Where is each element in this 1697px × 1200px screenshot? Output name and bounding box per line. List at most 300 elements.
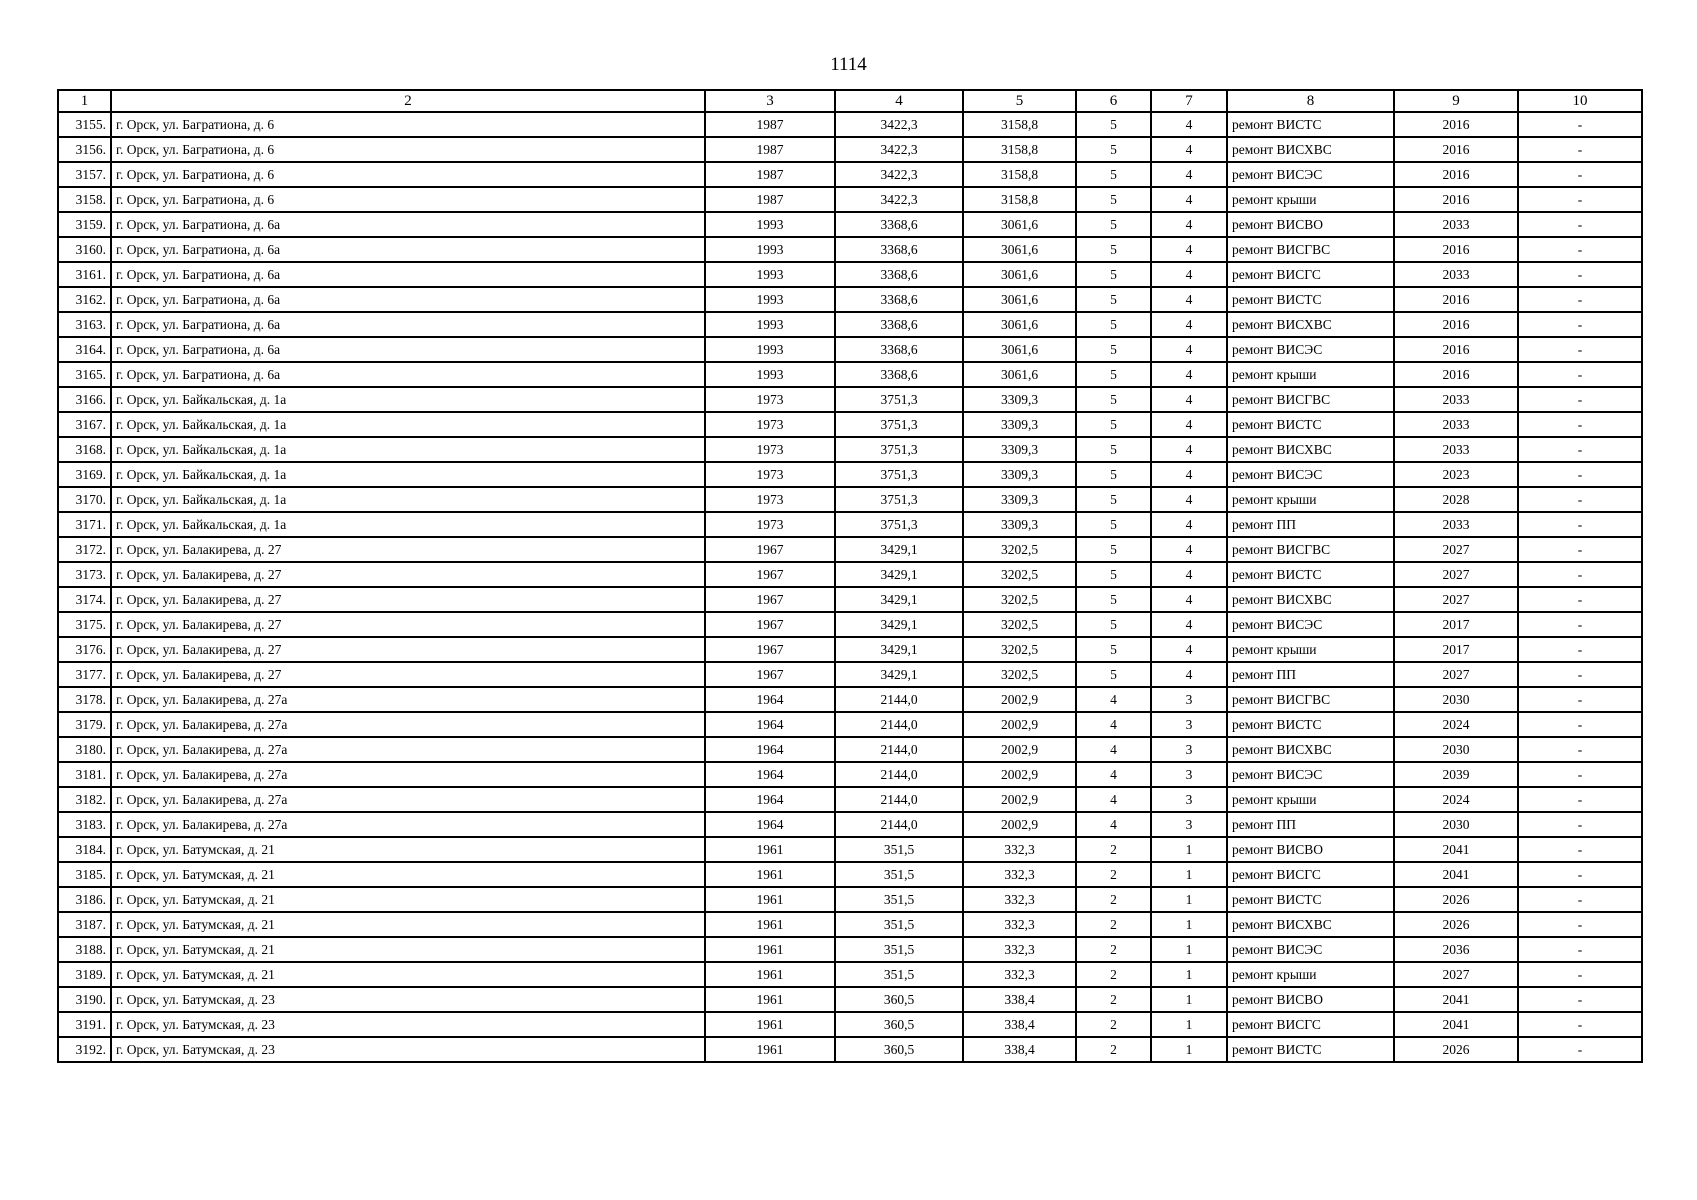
- year-cell: 1973: [705, 412, 835, 437]
- total-area-cell: 2144,0: [835, 812, 963, 837]
- year-cell: 1961: [705, 837, 835, 862]
- work-type-cell: ремонт ВИСХВС: [1227, 312, 1394, 337]
- plan-year-cell: 2030: [1394, 737, 1518, 762]
- table-row: [58, 237, 1642, 262]
- note-cell: -: [1518, 537, 1642, 562]
- living-area-cell: 3061,6: [963, 287, 1076, 312]
- floors-cell: 4: [1076, 687, 1151, 712]
- row-number-cell: 3167.: [58, 412, 111, 437]
- plan-year-cell: 2027: [1394, 662, 1518, 687]
- note-cell: -: [1518, 187, 1642, 212]
- row-number-cell: 3176.: [58, 637, 111, 662]
- floors-cell: 4: [1076, 762, 1151, 787]
- address-cell: г. Орск, ул. Батумская, д. 21: [111, 862, 705, 887]
- total-area-cell: 351,5: [835, 912, 963, 937]
- year-cell: 1987: [705, 187, 835, 212]
- table-row: [58, 937, 1642, 962]
- note-cell: -: [1518, 362, 1642, 387]
- entrances-cell: 4: [1151, 637, 1227, 662]
- table-row: [58, 962, 1642, 987]
- row-number-cell: 3191.: [58, 1012, 111, 1037]
- total-area-cell: 3422,3: [835, 162, 963, 187]
- table-row: [58, 287, 1642, 312]
- entrances-cell: 4: [1151, 387, 1227, 412]
- plan-year-cell: 2041: [1394, 837, 1518, 862]
- total-area-cell: 3368,6: [835, 362, 963, 387]
- floors-cell: 5: [1076, 312, 1151, 337]
- note-cell: -: [1518, 762, 1642, 787]
- table-row: [58, 587, 1642, 612]
- year-cell: 1964: [705, 762, 835, 787]
- table-row: [58, 762, 1642, 787]
- row-number-cell: 3168.: [58, 437, 111, 462]
- floors-cell: 4: [1076, 712, 1151, 737]
- note-cell: -: [1518, 912, 1642, 937]
- note-cell: -: [1518, 212, 1642, 237]
- address-cell: г. Орск, ул. Багратиона, д. 6а: [111, 212, 705, 237]
- floors-cell: 4: [1076, 737, 1151, 762]
- work-type-cell: ремонт ВИСЭС: [1227, 462, 1394, 487]
- entrances-cell: 4: [1151, 237, 1227, 262]
- total-area-cell: 3751,3: [835, 487, 963, 512]
- row-number-cell: 3170.: [58, 487, 111, 512]
- table-row: [58, 712, 1642, 737]
- address-cell: г. Орск, ул. Балакирева, д. 27: [111, 637, 705, 662]
- table-row: [58, 137, 1642, 162]
- total-area-cell: 2144,0: [835, 787, 963, 812]
- note-cell: -: [1518, 512, 1642, 537]
- entrances-cell: 4: [1151, 412, 1227, 437]
- work-type-cell: ремонт ПП: [1227, 662, 1394, 687]
- address-cell: г. Орск, ул. Батумская, д. 23: [111, 1037, 705, 1062]
- address-cell: г. Орск, ул. Багратиона, д. 6а: [111, 237, 705, 262]
- plan-year-cell: 2041: [1394, 862, 1518, 887]
- column-header: 6: [1076, 90, 1151, 112]
- living-area-cell: 332,3: [963, 912, 1076, 937]
- year-cell: 1993: [705, 287, 835, 312]
- note-cell: -: [1518, 287, 1642, 312]
- table-row: [58, 362, 1642, 387]
- note-cell: -: [1518, 737, 1642, 762]
- column-header: 2: [111, 90, 705, 112]
- plan-year-cell: 2026: [1394, 1037, 1518, 1062]
- plan-year-cell: 2024: [1394, 712, 1518, 737]
- row-number-cell: 3158.: [58, 187, 111, 212]
- column-header: 8: [1227, 90, 1394, 112]
- address-cell: г. Орск, ул. Байкальская, д. 1а: [111, 462, 705, 487]
- note-cell: -: [1518, 787, 1642, 812]
- total-area-cell: 360,5: [835, 1037, 963, 1062]
- entrances-cell: 1: [1151, 862, 1227, 887]
- year-cell: 1973: [705, 437, 835, 462]
- address-cell: г. Орск, ул. Багратиона, д. 6: [111, 162, 705, 187]
- plan-year-cell: 2027: [1394, 562, 1518, 587]
- year-cell: 1967: [705, 612, 835, 637]
- living-area-cell: 332,3: [963, 837, 1076, 862]
- work-type-cell: ремонт ВИСХВС: [1227, 912, 1394, 937]
- table-row: [58, 562, 1642, 587]
- note-cell: -: [1518, 987, 1642, 1012]
- note-cell: -: [1518, 412, 1642, 437]
- floors-cell: 2: [1076, 912, 1151, 937]
- work-type-cell: ремонт ВИСГВС: [1227, 537, 1394, 562]
- living-area-cell: 3202,5: [963, 537, 1076, 562]
- address-cell: г. Орск, ул. Батумская, д. 23: [111, 987, 705, 1012]
- floors-cell: 2: [1076, 937, 1151, 962]
- plan-year-cell: 2033: [1394, 387, 1518, 412]
- note-cell: -: [1518, 387, 1642, 412]
- entrances-cell: 3: [1151, 687, 1227, 712]
- year-cell: 1987: [705, 137, 835, 162]
- column-header: 3: [705, 90, 835, 112]
- living-area-cell: 332,3: [963, 862, 1076, 887]
- living-area-cell: 338,4: [963, 1037, 1076, 1062]
- work-type-cell: ремонт ВИСЭС: [1227, 337, 1394, 362]
- address-cell: г. Орск, ул. Батумская, д. 21: [111, 912, 705, 937]
- total-area-cell: 3429,1: [835, 537, 963, 562]
- floors-cell: 2: [1076, 862, 1151, 887]
- entrances-cell: 4: [1151, 612, 1227, 637]
- plan-year-cell: 2030: [1394, 812, 1518, 837]
- plan-year-cell: 2026: [1394, 887, 1518, 912]
- work-type-cell: ремонт крыши: [1227, 487, 1394, 512]
- row-number-cell: 3185.: [58, 862, 111, 887]
- living-area-cell: 3202,5: [963, 587, 1076, 612]
- entrances-cell: 1: [1151, 912, 1227, 937]
- floors-cell: 5: [1076, 587, 1151, 612]
- living-area-cell: 3309,3: [963, 412, 1076, 437]
- table-row: [58, 512, 1642, 537]
- year-cell: 1987: [705, 162, 835, 187]
- work-type-cell: ремонт ВИСТС: [1227, 887, 1394, 912]
- row-number-cell: 3171.: [58, 512, 111, 537]
- year-cell: 1961: [705, 1037, 835, 1062]
- entrances-cell: 4: [1151, 487, 1227, 512]
- plan-year-cell: 2033: [1394, 212, 1518, 237]
- plan-year-cell: 2033: [1394, 512, 1518, 537]
- note-cell: -: [1518, 1012, 1642, 1037]
- year-cell: 1973: [705, 512, 835, 537]
- total-area-cell: 3422,3: [835, 137, 963, 162]
- floors-cell: 5: [1076, 487, 1151, 512]
- address-cell: г. Орск, ул. Байкальская, д. 1а: [111, 437, 705, 462]
- floors-cell: 2: [1076, 837, 1151, 862]
- plan-year-cell: 2016: [1394, 362, 1518, 387]
- living-area-cell: 3158,8: [963, 137, 1076, 162]
- note-cell: -: [1518, 937, 1642, 962]
- address-cell: г. Орск, ул. Байкальская, д. 1а: [111, 412, 705, 437]
- plan-year-cell: 2027: [1394, 587, 1518, 612]
- total-area-cell: 3368,6: [835, 262, 963, 287]
- work-type-cell: ремонт ВИСГС: [1227, 262, 1394, 287]
- work-type-cell: ремонт ВИСЭС: [1227, 162, 1394, 187]
- work-type-cell: ремонт ВИСВО: [1227, 212, 1394, 237]
- living-area-cell: 2002,9: [963, 812, 1076, 837]
- plan-year-cell: 2033: [1394, 262, 1518, 287]
- table-row: [58, 837, 1642, 862]
- note-cell: -: [1518, 262, 1642, 287]
- note-cell: -: [1518, 812, 1642, 837]
- floors-cell: 5: [1076, 612, 1151, 637]
- table-body: [58, 112, 1642, 1062]
- work-type-cell: ремонт ВИСТС: [1227, 412, 1394, 437]
- floors-cell: 5: [1076, 262, 1151, 287]
- year-cell: 1987: [705, 112, 835, 137]
- address-cell: г. Орск, ул. Балакирева, д. 27а: [111, 787, 705, 812]
- plan-year-cell: 2041: [1394, 1012, 1518, 1037]
- table-row: [58, 187, 1642, 212]
- total-area-cell: 351,5: [835, 962, 963, 987]
- table-row: [58, 737, 1642, 762]
- row-number-cell: 3164.: [58, 337, 111, 362]
- total-area-cell: 3429,1: [835, 637, 963, 662]
- address-cell: г. Орск, ул. Багратиона, д. 6а: [111, 337, 705, 362]
- row-number-cell: 3156.: [58, 137, 111, 162]
- year-cell: 1961: [705, 887, 835, 912]
- address-cell: г. Орск, ул. Балакирева, д. 27: [111, 612, 705, 637]
- plan-year-cell: 2017: [1394, 637, 1518, 662]
- work-type-cell: ремонт крыши: [1227, 187, 1394, 212]
- table-row: [58, 387, 1642, 412]
- column-header: 7: [1151, 90, 1227, 112]
- row-number-cell: 3163.: [58, 312, 111, 337]
- year-cell: 1961: [705, 937, 835, 962]
- floors-cell: 5: [1076, 362, 1151, 387]
- address-cell: г. Орск, ул. Балакирева, д. 27а: [111, 687, 705, 712]
- year-cell: 1973: [705, 487, 835, 512]
- living-area-cell: 332,3: [963, 887, 1076, 912]
- work-type-cell: ремонт ВИСВО: [1227, 987, 1394, 1012]
- year-cell: 1993: [705, 237, 835, 262]
- year-cell: 1967: [705, 587, 835, 612]
- note-cell: -: [1518, 462, 1642, 487]
- work-type-cell: ремонт ПП: [1227, 512, 1394, 537]
- living-area-cell: 338,4: [963, 1012, 1076, 1037]
- table-row: [58, 662, 1642, 687]
- floors-cell: 5: [1076, 637, 1151, 662]
- total-area-cell: 3368,6: [835, 337, 963, 362]
- total-area-cell: 3368,6: [835, 287, 963, 312]
- plan-year-cell: 2016: [1394, 187, 1518, 212]
- address-cell: г. Орск, ул. Балакирева, д. 27а: [111, 712, 705, 737]
- living-area-cell: 3202,5: [963, 612, 1076, 637]
- address-cell: г. Орск, ул. Байкальская, д. 1а: [111, 512, 705, 537]
- entrances-cell: 4: [1151, 662, 1227, 687]
- address-cell: г. Орск, ул. Балакирева, д. 27а: [111, 762, 705, 787]
- address-cell: г. Орск, ул. Батумская, д. 21: [111, 962, 705, 987]
- work-type-cell: ремонт ВИСТС: [1227, 1037, 1394, 1062]
- row-number-cell: 3159.: [58, 212, 111, 237]
- entrances-cell: 4: [1151, 137, 1227, 162]
- floors-cell: 4: [1076, 812, 1151, 837]
- entrances-cell: 4: [1151, 362, 1227, 387]
- year-cell: 1964: [705, 712, 835, 737]
- entrances-cell: 4: [1151, 162, 1227, 187]
- total-area-cell: 3429,1: [835, 562, 963, 587]
- total-area-cell: 360,5: [835, 987, 963, 1012]
- note-cell: -: [1518, 562, 1642, 587]
- floors-cell: 5: [1076, 287, 1151, 312]
- floors-cell: 5: [1076, 562, 1151, 587]
- total-area-cell: 3422,3: [835, 187, 963, 212]
- table-row: [58, 312, 1642, 337]
- note-cell: -: [1518, 487, 1642, 512]
- work-type-cell: ремонт крыши: [1227, 962, 1394, 987]
- floors-cell: 5: [1076, 187, 1151, 212]
- address-cell: г. Орск, ул. Багратиона, д. 6: [111, 112, 705, 137]
- work-type-cell: ремонт ВИСВО: [1227, 837, 1394, 862]
- entrances-cell: 3: [1151, 712, 1227, 737]
- plan-year-cell: 2016: [1394, 162, 1518, 187]
- row-number-cell: 3189.: [58, 962, 111, 987]
- address-cell: г. Орск, ул. Балакирева, д. 27: [111, 562, 705, 587]
- floors-cell: 2: [1076, 887, 1151, 912]
- floors-cell: 5: [1076, 462, 1151, 487]
- column-header: 5: [963, 90, 1076, 112]
- note-cell: -: [1518, 237, 1642, 262]
- row-number-cell: 3169.: [58, 462, 111, 487]
- floors-cell: 5: [1076, 662, 1151, 687]
- work-type-cell: ремонт ВИСТС: [1227, 712, 1394, 737]
- row-number-cell: 3186.: [58, 887, 111, 912]
- work-type-cell: ремонт ВИСЭС: [1227, 762, 1394, 787]
- work-type-cell: ремонт крыши: [1227, 362, 1394, 387]
- table-row: [58, 337, 1642, 362]
- entrances-cell: 4: [1151, 587, 1227, 612]
- floors-cell: 2: [1076, 1037, 1151, 1062]
- address-cell: г. Орск, ул. Багратиона, д. 6а: [111, 262, 705, 287]
- table-row: [58, 862, 1642, 887]
- plan-year-cell: 2016: [1394, 112, 1518, 137]
- work-type-cell: ремонт крыши: [1227, 637, 1394, 662]
- entrances-cell: 3: [1151, 762, 1227, 787]
- address-cell: г. Орск, ул. Батумская, д. 21: [111, 887, 705, 912]
- entrances-cell: 3: [1151, 812, 1227, 837]
- living-area-cell: 3158,8: [963, 112, 1076, 137]
- entrances-cell: 1: [1151, 887, 1227, 912]
- table-row: [58, 687, 1642, 712]
- table-row: [58, 987, 1642, 1012]
- plan-year-cell: 2041: [1394, 987, 1518, 1012]
- year-cell: 1973: [705, 387, 835, 412]
- total-area-cell: 3422,3: [835, 112, 963, 137]
- floors-cell: 4: [1076, 787, 1151, 812]
- row-number-cell: 3183.: [58, 812, 111, 837]
- table-row: [58, 462, 1642, 487]
- plan-year-cell: 2036: [1394, 937, 1518, 962]
- note-cell: -: [1518, 837, 1642, 862]
- row-number-cell: 3188.: [58, 937, 111, 962]
- row-number-cell: 3177.: [58, 662, 111, 687]
- entrances-cell: 1: [1151, 1037, 1227, 1062]
- entrances-cell: 1: [1151, 937, 1227, 962]
- living-area-cell: 3061,6: [963, 337, 1076, 362]
- floors-cell: 5: [1076, 137, 1151, 162]
- note-cell: -: [1518, 337, 1642, 362]
- total-area-cell: 351,5: [835, 837, 963, 862]
- row-number-cell: 3180.: [58, 737, 111, 762]
- row-number-cell: 3181.: [58, 762, 111, 787]
- plan-year-cell: 2016: [1394, 337, 1518, 362]
- address-cell: г. Орск, ул. Батумская, д. 21: [111, 937, 705, 962]
- total-area-cell: 3751,3: [835, 462, 963, 487]
- note-cell: -: [1518, 587, 1642, 612]
- note-cell: -: [1518, 437, 1642, 462]
- plan-year-cell: 2016: [1394, 137, 1518, 162]
- total-area-cell: 3429,1: [835, 612, 963, 637]
- work-type-cell: ремонт ПП: [1227, 812, 1394, 837]
- living-area-cell: 3061,6: [963, 212, 1076, 237]
- living-area-cell: 3202,5: [963, 637, 1076, 662]
- entrances-cell: 4: [1151, 462, 1227, 487]
- entrances-cell: 4: [1151, 337, 1227, 362]
- column-header: 10: [1518, 90, 1642, 112]
- living-area-cell: 3309,3: [963, 387, 1076, 412]
- year-cell: 1964: [705, 687, 835, 712]
- entrances-cell: 4: [1151, 512, 1227, 537]
- work-type-cell: ремонт ВИСГВС: [1227, 387, 1394, 412]
- floors-cell: 5: [1076, 212, 1151, 237]
- year-cell: 1967: [705, 637, 835, 662]
- note-cell: -: [1518, 962, 1642, 987]
- floors-cell: 5: [1076, 337, 1151, 362]
- table-row: [58, 112, 1642, 137]
- table-row: [58, 212, 1642, 237]
- work-type-cell: ремонт ВИСГВС: [1227, 687, 1394, 712]
- row-number-cell: 3161.: [58, 262, 111, 287]
- living-area-cell: 2002,9: [963, 737, 1076, 762]
- plan-year-cell: 2030: [1394, 687, 1518, 712]
- total-area-cell: 2144,0: [835, 687, 963, 712]
- row-number-cell: 3157.: [58, 162, 111, 187]
- work-type-cell: ремонт ВИСГС: [1227, 862, 1394, 887]
- row-number-cell: 3182.: [58, 787, 111, 812]
- living-area-cell: 3061,6: [963, 362, 1076, 387]
- address-cell: г. Орск, ул. Балакирева, д. 27а: [111, 812, 705, 837]
- floors-cell: 5: [1076, 437, 1151, 462]
- living-area-cell: 2002,9: [963, 787, 1076, 812]
- table-row: [58, 787, 1642, 812]
- note-cell: -: [1518, 312, 1642, 337]
- work-type-cell: ремонт ВИСТС: [1227, 287, 1394, 312]
- living-area-cell: 2002,9: [963, 712, 1076, 737]
- table-row: [58, 912, 1642, 937]
- living-area-cell: 3061,6: [963, 312, 1076, 337]
- table-row: [58, 637, 1642, 662]
- living-area-cell: 3158,8: [963, 187, 1076, 212]
- living-area-cell: 332,3: [963, 962, 1076, 987]
- table-row: [58, 487, 1642, 512]
- total-area-cell: 351,5: [835, 862, 963, 887]
- floors-cell: 5: [1076, 537, 1151, 562]
- year-cell: 1993: [705, 362, 835, 387]
- address-cell: г. Орск, ул. Багратиона, д. 6а: [111, 362, 705, 387]
- plan-year-cell: 2024: [1394, 787, 1518, 812]
- address-cell: г. Орск, ул. Батумская, д. 21: [111, 837, 705, 862]
- registry-table: [57, 89, 1643, 1063]
- entrances-cell: 4: [1151, 212, 1227, 237]
- work-type-cell: ремонт ВИСТС: [1227, 112, 1394, 137]
- address-cell: г. Орск, ул. Батумская, д. 23: [111, 1012, 705, 1037]
- year-cell: 1961: [705, 862, 835, 887]
- plan-year-cell: 2039: [1394, 762, 1518, 787]
- row-number-cell: 3184.: [58, 837, 111, 862]
- floors-cell: 2: [1076, 962, 1151, 987]
- address-cell: г. Орск, ул. Байкальская, д. 1а: [111, 487, 705, 512]
- year-cell: 1964: [705, 787, 835, 812]
- living-area-cell: 332,3: [963, 937, 1076, 962]
- row-number-cell: 3160.: [58, 237, 111, 262]
